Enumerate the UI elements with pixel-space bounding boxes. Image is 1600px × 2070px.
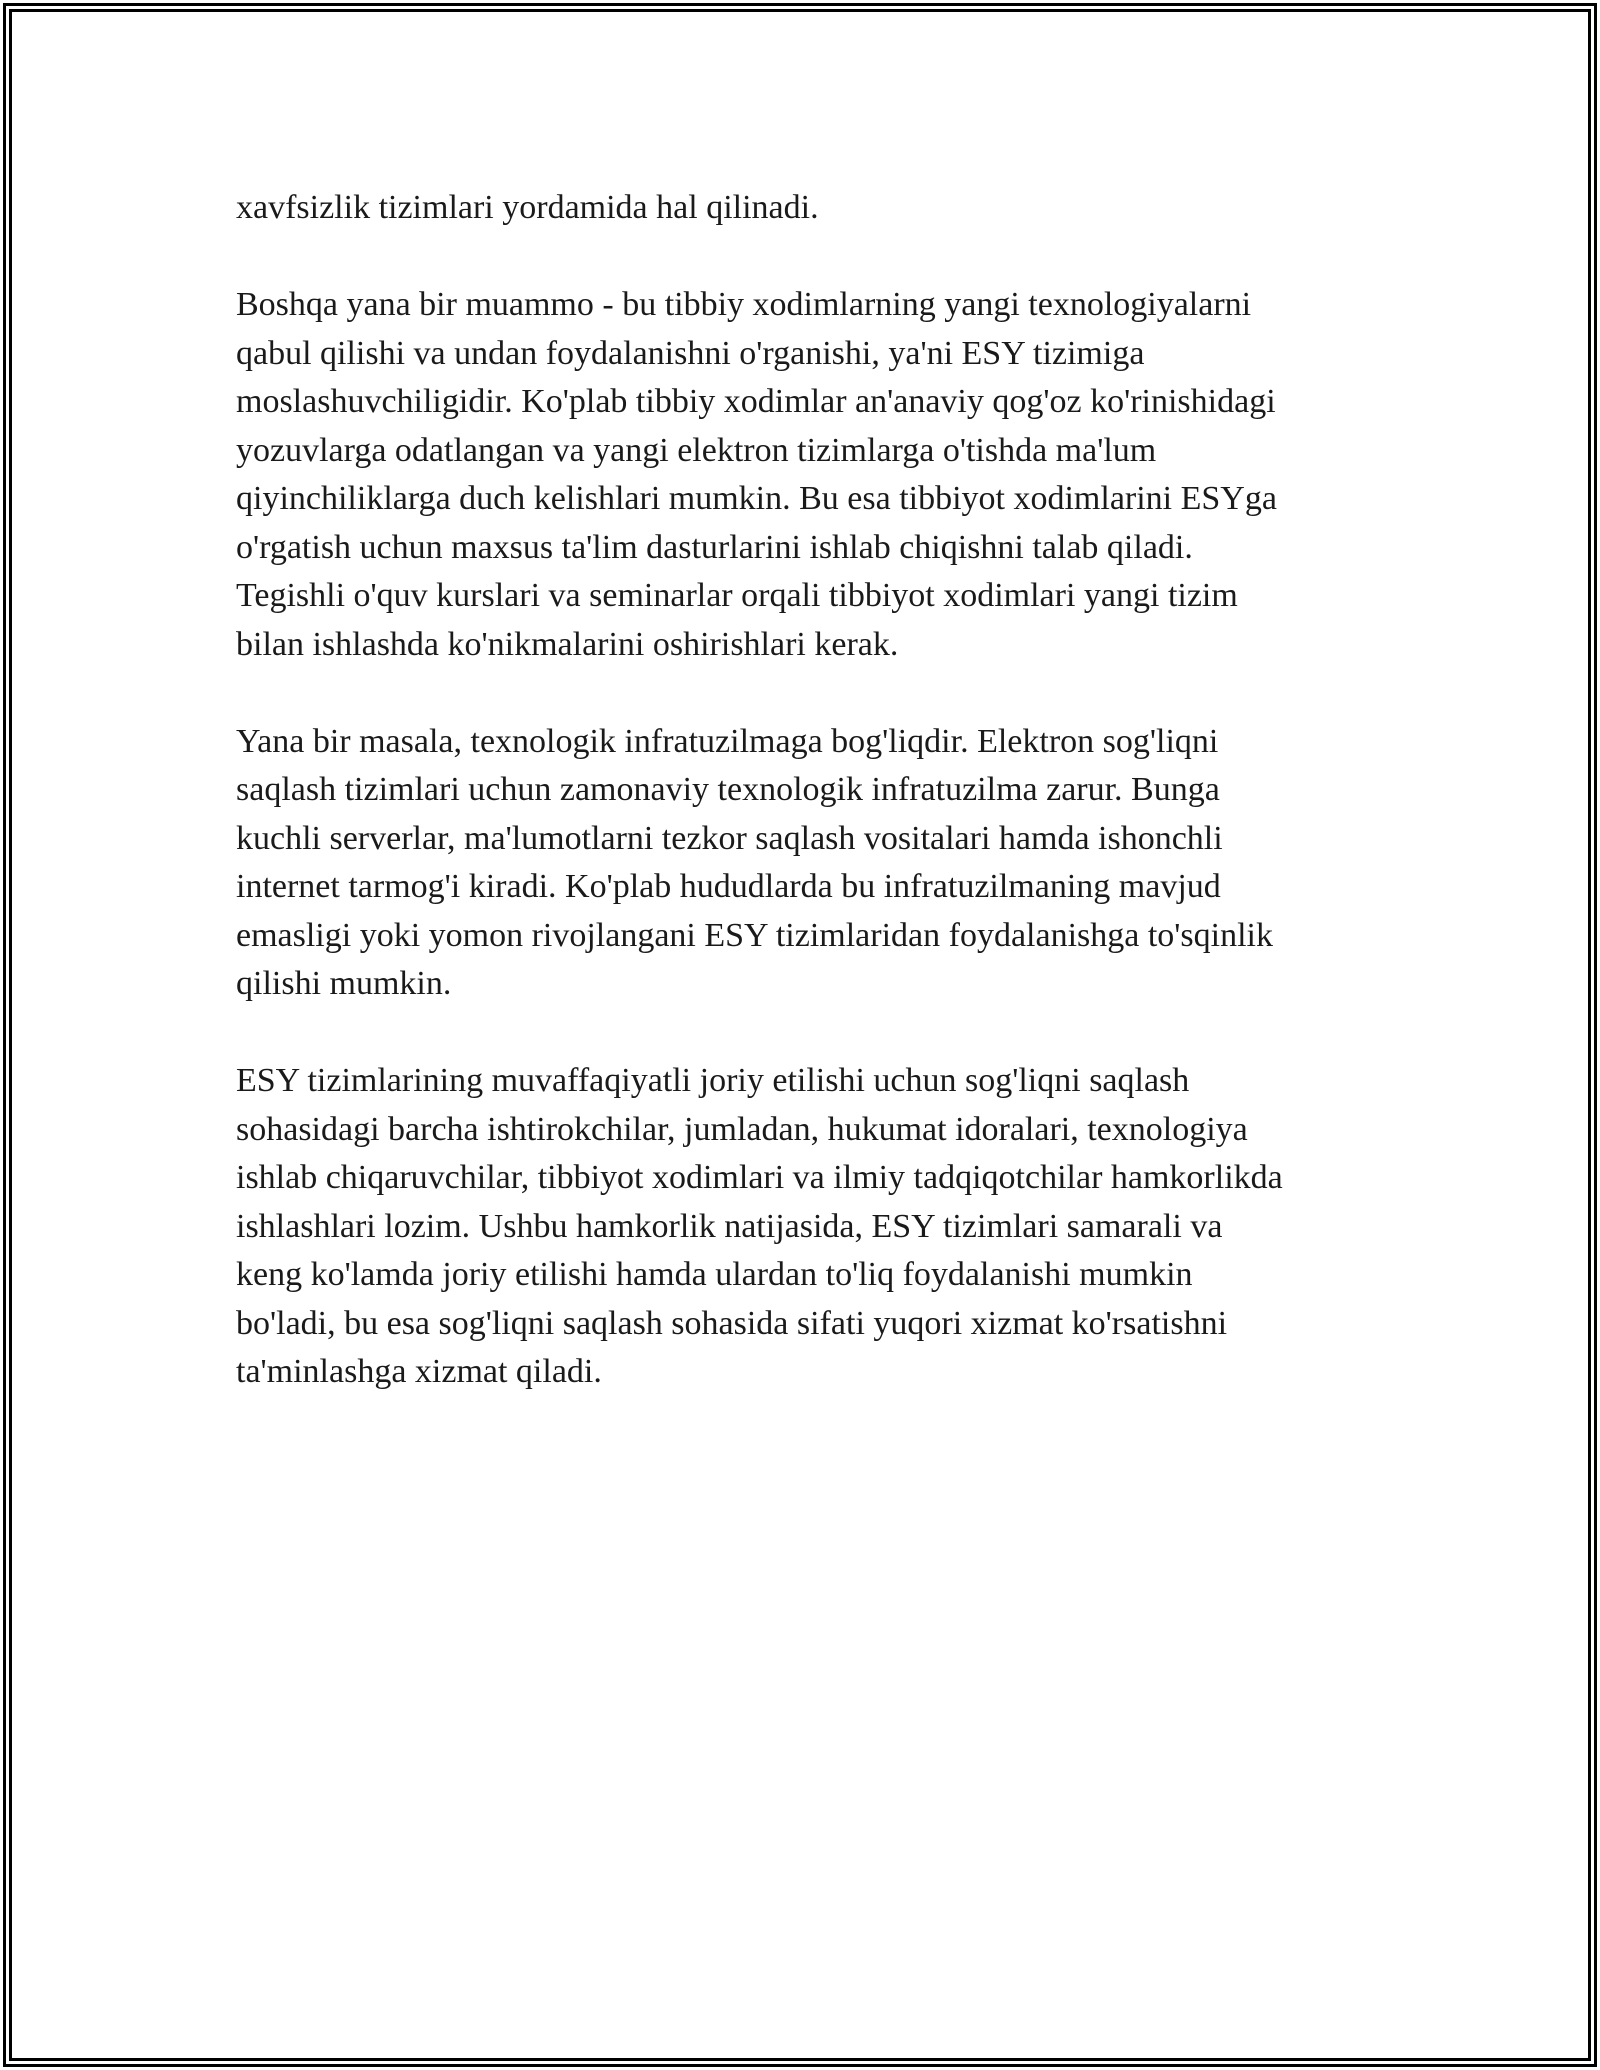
text-line: ESY tizimlarining muvaffaqiyatli joriy etilishi uchun sog'liqni saqlash — [236, 1062, 1190, 1099]
text-line: ta'minlashga xizmat qiladi. — [236, 1353, 602, 1390]
text-line: emasligi yoki yomon rivojlangani ESY tizimlaridan foydalanishga to'sqinlik — [236, 916, 1273, 954]
paragraph-3 — [236, 718, 1396, 1009]
text-line: Yana bir masala, texnologik infratuzilmaga bog'liqdir. Elektron sog'liqni — [236, 722, 1219, 760]
text-line: keng ko'lamda joriy etilishi hamda ulardan to'liq foydalanishi mumkin — [236, 1256, 1193, 1293]
paragraph-1 — [236, 184, 1396, 233]
text-line: kuchli serverlar, ma'lumotlarni tezkor saqlash vositalari hamda ishonchli — [236, 819, 1223, 857]
text-line: sohasidagi barcha ishtirokchilar, jumladan, hukumat idoralari, texnologiya — [236, 1110, 1248, 1148]
text-line: ishlab chiqaruvchilar, tibbiyot xodimlari va ilmiy tadqiqotchilar hamkorlikda — [236, 1159, 1283, 1196]
text-line: moslashuvchiligidir. Ko'plab tibbiy xodimlar an'anaviy qog'oz ko'rinishidagi — [236, 383, 1276, 420]
text-line: bo'ladi, bu esa sog'liqni saqlash sohasida sifati yuqori xizmat ko'rsatishni — [236, 1304, 1228, 1342]
document-body — [236, 184, 1396, 1445]
text-line: qiyinchiliklarga duch kelishlari mumkin. Bu esa tibbiyot xodimlarini ESYga — [236, 480, 1277, 517]
text-line: o'rgatish uchun maxsus ta'lim dasturlarini ishlab chiqishni talab qiladi. — [236, 528, 1193, 566]
paragraph-4 — [236, 1057, 1396, 1397]
paragraph-2 — [236, 281, 1396, 669]
text-line: ishlashlari lozim. Ushbu hamkorlik natijasida, ESY tizimlari samarali va — [236, 1207, 1223, 1245]
text-line: xavfsizlik tizimlari yordamida hal qilinadi. — [236, 189, 819, 226]
text-line: internet tarmog'i kiradi. Ko'plab hududlarda bu infratuzilmaning mavjud — [236, 868, 1221, 905]
text-line: yozuvlarga odatlangan va yangi elektron tizimlarga o'tishda ma'lum — [236, 431, 1157, 469]
text-line: bilan ishlashda ko'nikmalarini oshirishlari kerak. — [236, 625, 899, 663]
text-line: qabul qilishi va undan foydalanishni o'rganishi, ya'ni ESY tizimiga — [236, 334, 1145, 372]
text-line: Boshqa yana bir muammo - bu tibbiy xodimlarning yangi texnologiyalarni — [236, 286, 1252, 323]
text-line: saqlash tizimlari uchun zamonaviy texnologik infratuzilma zarur. Bunga — [236, 771, 1220, 808]
text-line: Tegishli o'quv kurslari va seminarlar orqali tibbiyot xodimlari yangi tizim — [236, 577, 1238, 614]
text-line: qilishi mumkin. — [236, 965, 452, 1002]
